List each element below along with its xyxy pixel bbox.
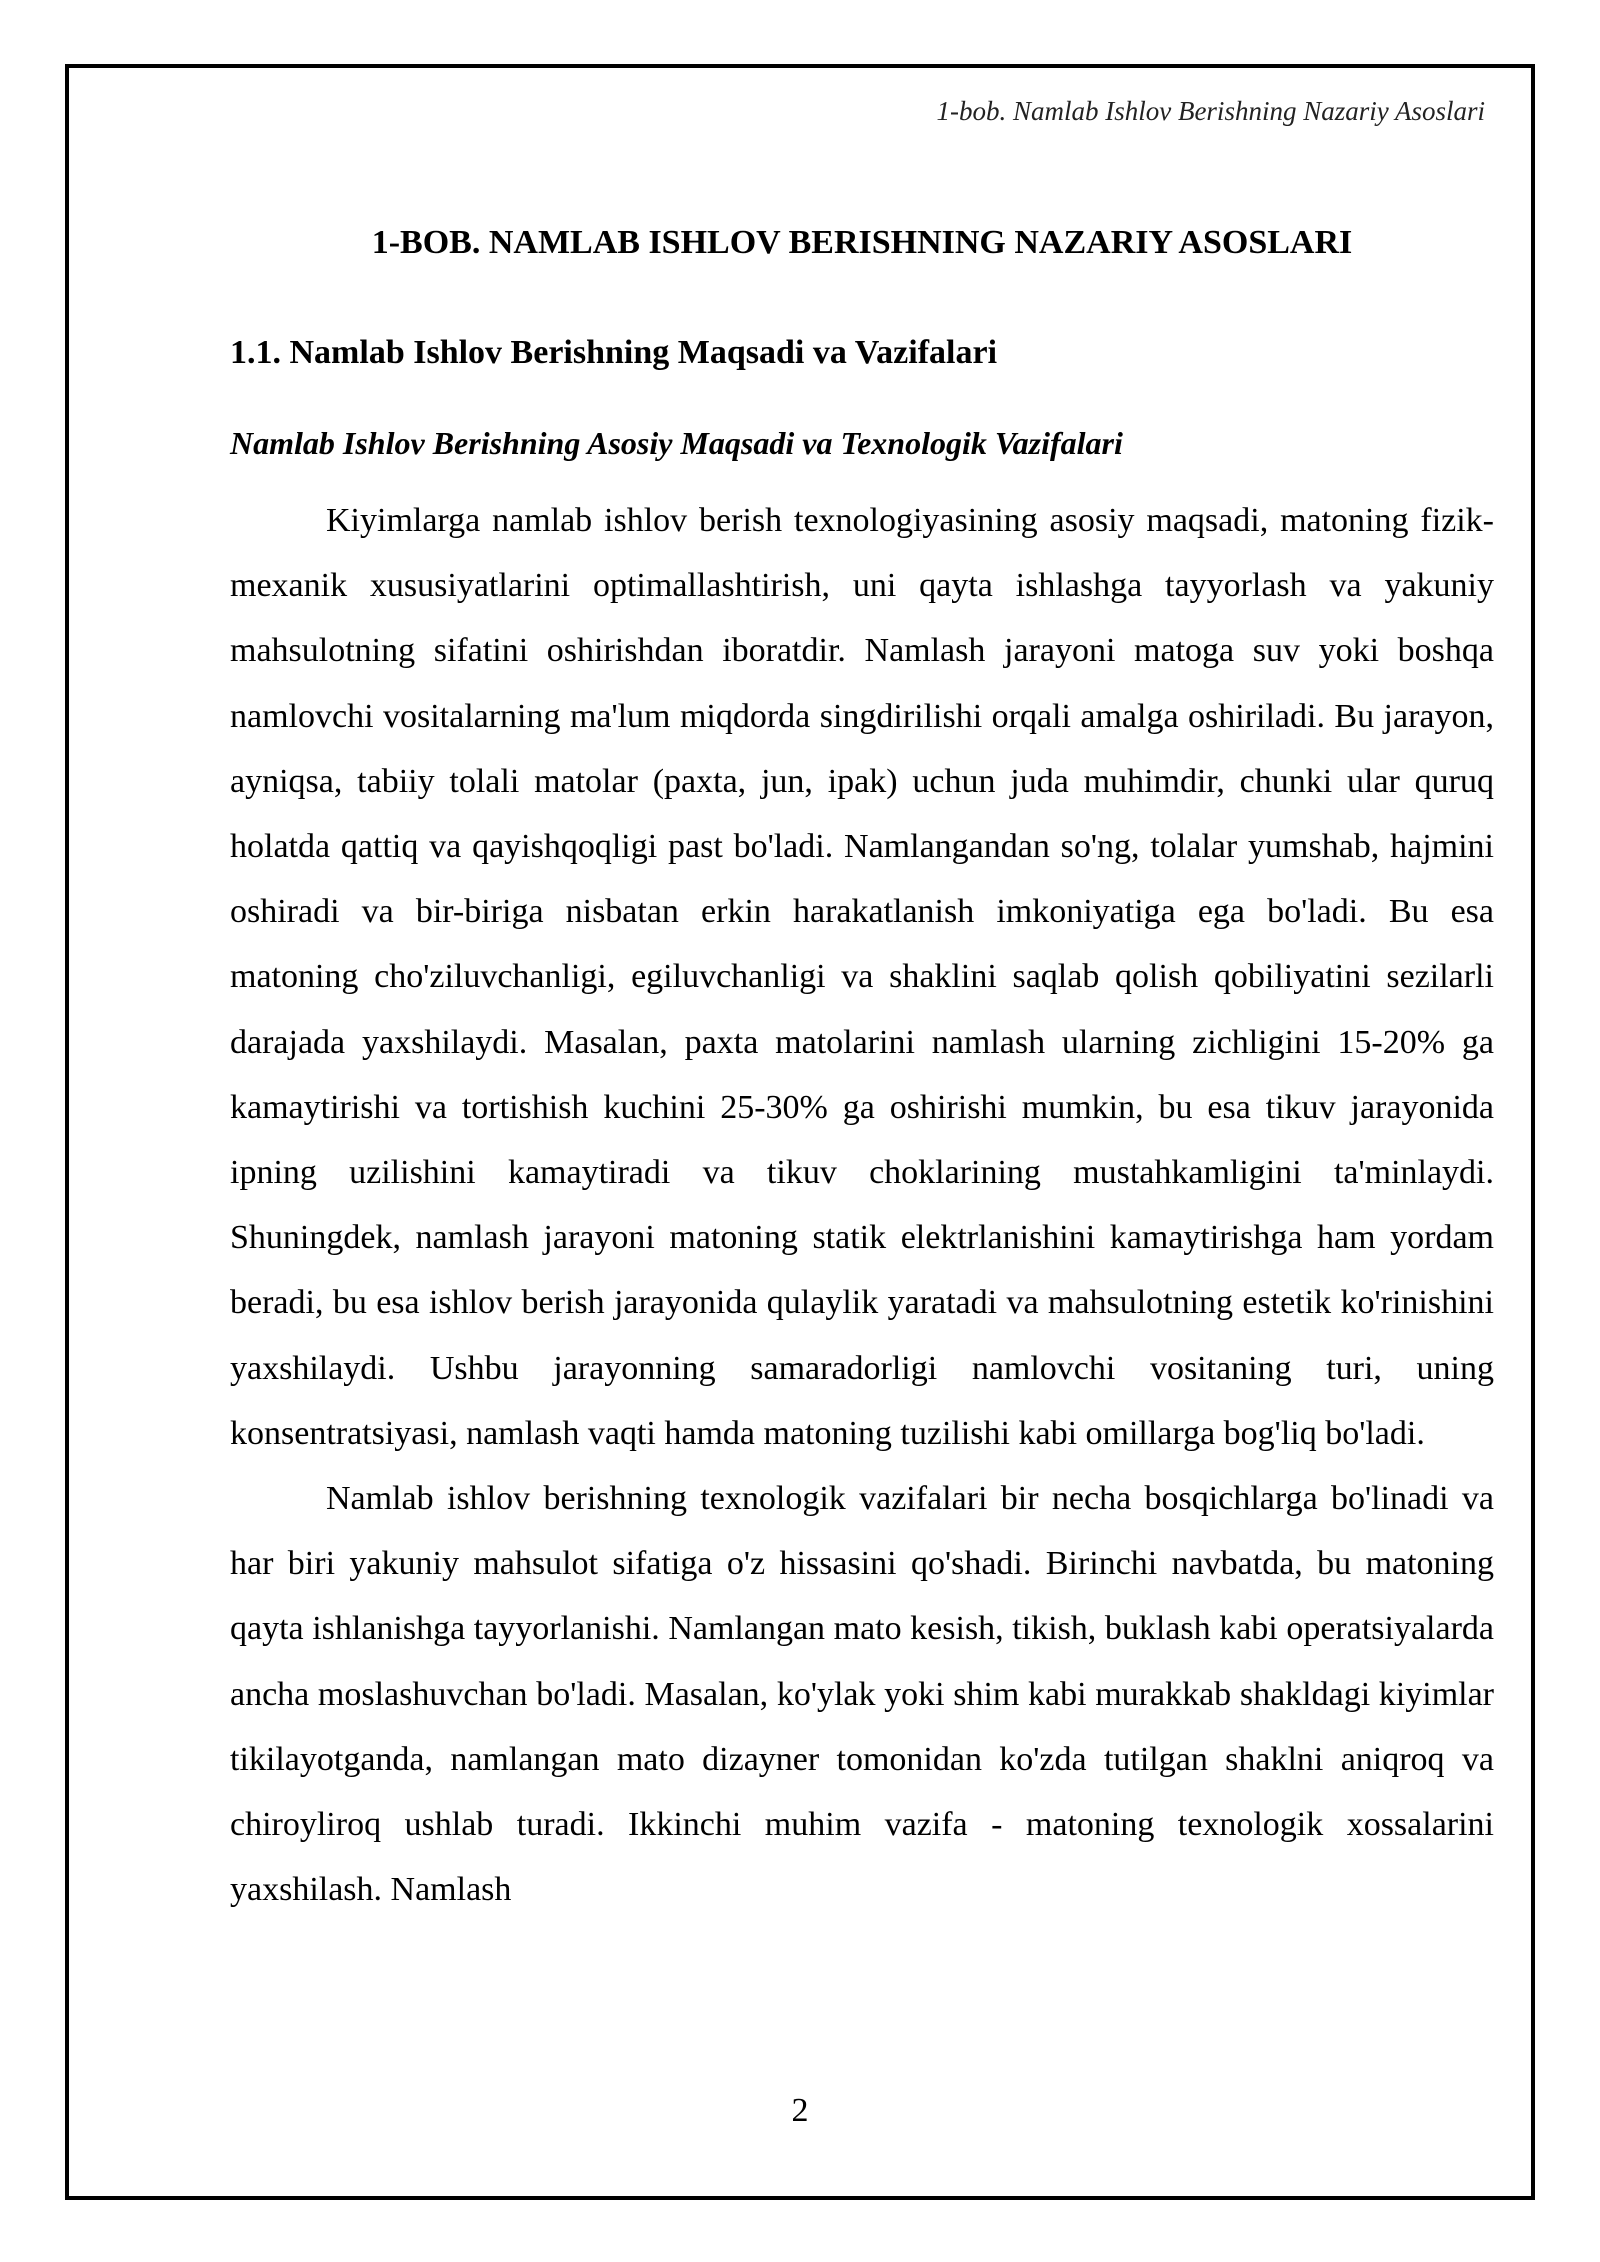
body-text [230,488,1494,1922]
page-content [230,218,1494,1909]
subsection-title: Namlab Ishlov Berishning Asosiy Maqsadi va Texnologik Vazifalari [230,425,1123,461]
running-header: 1-bob. Namlab Ishlov Berishning Nazariy Asoslari [936,96,1485,126]
paragraph-2: Namlab ishlov berishning texnologik vazifalari bir necha bosqichlarga bo'linadi va har biri yakuniy mahsulot sifatiga o'z hissasini qo'shadi. Birinchi navbatda, bu matoning qayta ishlanishga tayyorlanishi. Namlangan mato kesish, tikish, buklash kabi operatsiyalarda ancha moslashuvchan bo'ladi. Masalan, ko'ylak yoki shim kabi murakkab shakldagi kiyimlar tikilayotganda, namlangan mato dizayner tomonidan ko'zda tutilgan shaklni aniqroq va chiroyliroq ushlab turadi. Ikkinchi muhim vazifa - matoning texnologik xossalarini yaxshilash. Namlash [230,1480,1494,1909]
paragraph-1: Kiyimlarga namlab ishlov berish texnologiyasining asosiy maqsadi, matoning fizik-mexanik xususiyatlarini optimallashtirish, uni qayta ishlashga tayyorlash va yakuniy mahsulotning sifatini oshirishdan iboratdir. Namlash jarayoni matoga suv yoki boshqa namlovchi vositalarning ma'lum miqdorda singdirilishi orqali amalga oshiriladi. Bu jarayon, ayniqsa, tabiiy tolali matolar (paxta, jun, ipak) uchun juda muhimdir, chunki ular quruq holatda qattiq va qayishqoqligi past bo'ladi. Namlangandan so'ng, tolalar yumshab, hajmini oshiradi va bir-biriga nisbatan erkin harakatlanish imkoniyatiga ega bo'ladi. Bu esa matoning cho'ziluvchanligi, egiluvchanligi va shaklini saqlab qolish qobiliyatini sezilarli darajada yaxshilaydi. Masalan, paxta matolarini namlash ularning zichligini 15-20% ga kamaytirishi va tortishish kuchini 25-30% ga oshirishi mumkin, bu esa tikuv jarayonida ipning uzilishini kamaytiradi va tikuv choklarining mustahkamligini ta'minlaydi. Shuningdek, namlash jarayoni matoning statik elektrlanishini kamaytirishga ham yordam beradi, bu esa ishlov berish jarayonida qulaylik yaratadi va mahsulotning estetik ko'rinishini yaxshilaydi. Ushbu jarayonning samaradorligi namlovchi vositaning turi, uning konsentratsiyasi, namlash vaqti hamda matoning tuzilishi kabi omillarga bog'liq bo'ladi. [230,502,1494,1452]
section-title: 1.1. Namlab Ishlov Berishning Maqsadi va Vazifalari [230,334,998,371]
chapter-title: 1-BOB. NAMLAB ISHLOV BERISHNING NAZARIY ASOSLARI [371,224,1353,261]
page-number: 2 [791,2092,809,2129]
